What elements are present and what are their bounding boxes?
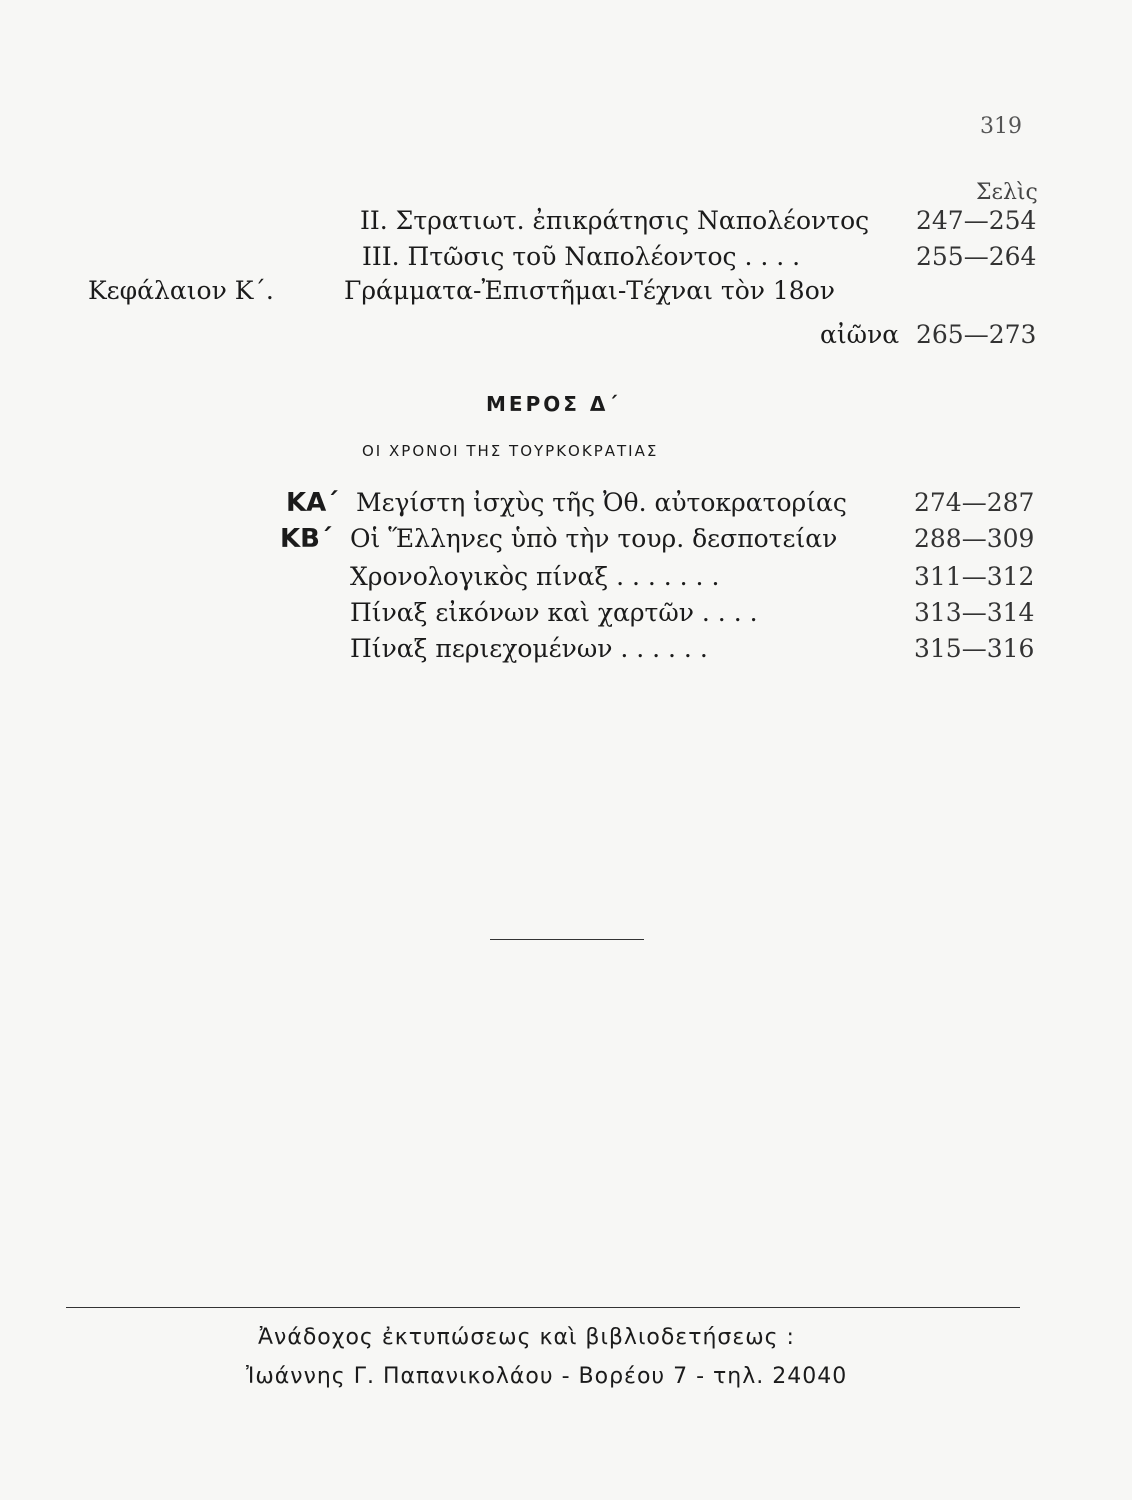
toc-entry-text: Γράμματα-Ἐπιστῆμαι-Τέχναι τὸν 18ον bbox=[344, 276, 835, 305]
toc-entry-pages: 274—287 bbox=[914, 488, 1035, 517]
chapter-label: ΚΒ΄ bbox=[280, 524, 332, 554]
toc-entry-text: αἰῶνα bbox=[820, 320, 900, 349]
toc-entry bbox=[0, 598, 1132, 630]
printer-address: Ἰωάννης Γ. Παπανικολάου - Βορέου 7 - τηλ. 24040 bbox=[246, 1364, 848, 1389]
toc-entry-text: Πίναξ εἰκόνων καὶ χαρτῶν . . . . bbox=[350, 598, 758, 627]
toc-entry-pages: 315—316 bbox=[914, 634, 1035, 663]
toc-entry bbox=[0, 488, 1132, 520]
printer-line: Ἀνάδοχος ἐκτυπώσεως καὶ βιβλιοδετήσεως : bbox=[258, 1325, 795, 1350]
page-number: 319 bbox=[980, 114, 1022, 139]
part-title: ΜΕΡΟΣ Δ΄ bbox=[486, 392, 621, 416]
toc-entry-text: Χρονολογικὸς πίναξ . . . . . . . bbox=[350, 562, 720, 591]
part-subtitle: ΟΙ ΧΡΟΝΟΙ ΤΗΣ ΤΟΥΡΚΟΚΡΑΤΙΑΣ bbox=[362, 442, 659, 460]
short-separator bbox=[490, 939, 644, 940]
toc-entry-text: Οἱ Ἕλληνες ὑπὸ τὴν τουρ. δεσποτείαν bbox=[350, 524, 838, 553]
footer-rule bbox=[66, 1307, 1020, 1308]
toc-entry-pages: 313—314 bbox=[914, 598, 1035, 627]
toc-entry bbox=[0, 206, 1132, 238]
chapter-label: Κεφάλαιον Κ΄. bbox=[88, 276, 274, 305]
toc-entry bbox=[0, 242, 1132, 274]
toc-entry-text: Μεγίστη ἰσχὺς τῆς Ὀθ. αὐτοκρατορίας bbox=[356, 488, 847, 517]
toc-entry-text: II. Στρατιωτ. ἐπικράτησις Ναπολέοντος bbox=[360, 206, 870, 235]
chapter-label: ΚΑ΄ bbox=[286, 488, 338, 518]
toc-entry bbox=[0, 562, 1132, 594]
toc-entry-pages: 265—273 bbox=[916, 320, 1037, 349]
toc-entry-text: Πίναξ περιεχομένων . . . . . . bbox=[350, 634, 708, 663]
toc-entry bbox=[0, 634, 1132, 666]
toc-entry-pages: 247—254 bbox=[916, 206, 1037, 235]
toc-entry-pages: 311—312 bbox=[914, 562, 1035, 591]
toc-entry-pages: 288—309 bbox=[914, 524, 1035, 553]
toc-entry-text: III. Πτῶσις τοῦ Ναπολέοντος . . . . bbox=[362, 242, 801, 271]
toc-entry-pages: 255—264 bbox=[916, 242, 1037, 271]
toc-entry bbox=[0, 524, 1132, 556]
toc-entry bbox=[0, 320, 1132, 352]
toc-entry bbox=[0, 276, 1132, 308]
pages-column-header: Σελὶς bbox=[976, 180, 1038, 205]
